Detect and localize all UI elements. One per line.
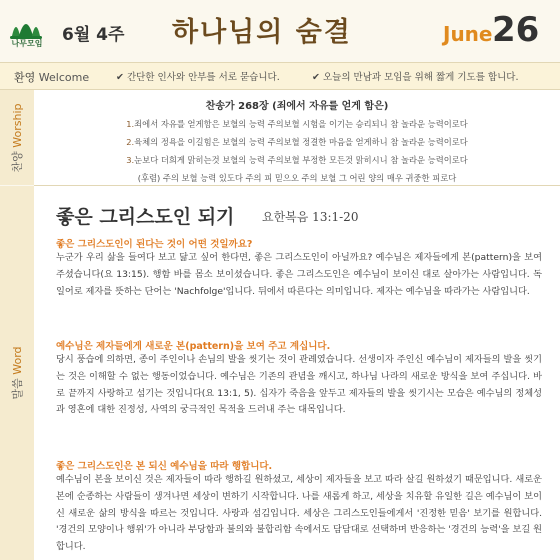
word-label-en: Word	[11, 346, 24, 375]
section-body: 예수님이 본을 보이신 것은 제자들이 따라 행하길 원하셨고, 세상이 제자들을 보고 따라 살길 원하셨기 때문입니다. 새로운 본에 순종하는 사람들이 생겨나면 세상이 변하기 시작합니다. 나를 새롭게 하고, 세상을 치유할 유일한 길은 예수님이 보이신 새로운 삶의 방식을 따르는 것입니다. 사랑과 섬김입니다. 세상은 그리스도인들에게서 '진정한 믿음' 보기를 원합니다. '경건의 모양이나 행위'가 아니라 부당함과 불의와 불합리함 속에서도 담담대로 선택하며 반응하는 '경건의 능력'을 보길 원합니다.	[56, 474, 542, 553]
sermon-title: 좋은 그리스도인 되기	[56, 206, 235, 228]
day-number: 26	[492, 10, 540, 50]
welcome-label	[14, 69, 89, 85]
verse-number: 1.	[126, 119, 135, 129]
worship-section	[34, 90, 560, 186]
verse-number: 3.	[126, 155, 135, 165]
verse-text: 육체의 정욕을 이길힘은 보혈의 능력 주의보혈 정결한 마음을 얻게하니 참 놀라운 능력이로다	[134, 137, 468, 147]
word-side-label	[0, 186, 35, 560]
welcome-label-en: Welcome	[38, 71, 90, 84]
welcome-bar	[0, 62, 560, 90]
word-section	[34, 186, 560, 560]
scripture-reference: 요한복음 13:1-20	[262, 210, 359, 224]
verse-text: 죄에서 자유를 얻게함은 보혈의 능력 주의보혈 시험을 이기는 승리되니 참 놀라운 능력이로다	[134, 119, 468, 129]
section-body: 당시 풍습에 의하면, 종이 주인이나 손님의 발을 씻기는 것이 관례였습니다. 선생이자 주인신 예수님이 제자들의 발을 씻기는 것은 이해할 수 없는 행동이었습니다. 예수님은 기존의 관념을 깨시고, 하나님 나라의 새로운 방식을 보여 주십니다. 바로 끝까지 사랑하고 섬기는 것입니다(요 13:1, 5). 십자가 죽음을 앞두고 제자들의 발을 씻기시는 모습은 예수님의 정체성과 영혼에 대한 진정성, 사역의 궁극적인 목적을 드러내 주는 대목입니다.	[56, 354, 542, 416]
worship-side-label	[0, 90, 35, 185]
worship-label-en: Worship	[11, 103, 24, 148]
month-label: June	[443, 22, 493, 46]
header	[0, 0, 560, 62]
hymn-title: 찬송가 268장 (죄에서 자유를 얻게 함은)	[205, 101, 389, 112]
welcome-item: ✔ 간단한 인사와 안부를 서로 묻습니다.	[116, 72, 280, 83]
welcome-item: ✔ 오늘의 만남과 모임을 위해 짧게 기도를 합니다.	[312, 72, 519, 83]
verse-number: 2.	[126, 137, 135, 147]
section-question: 좋은 그리스도인은 본 되신 예수님을 따라 행합니다.	[56, 461, 273, 472]
welcome-label-ko: 환영	[14, 71, 36, 84]
chorus-text: (후렴) 주의 보혈 능력 있도다 주의 피 믿으오 주의 보혈 그 어린 양의 매우 귀중한 피로다	[137, 173, 457, 183]
section-question: 좋은 그리스도인이 된다는 것이 어떤 것일까요?	[56, 239, 253, 250]
hymn-chorus	[34, 172, 560, 184]
word-label-ko: 말씀	[11, 378, 24, 400]
hymn-verse	[34, 154, 560, 166]
logo-text: 나무모임	[11, 39, 43, 48]
section-body: 누군가 우리 삶을 들여다 보고 닮고 싶어 한다면, 좋은 그리스도인이 아닐까요? 예수님은 제자들에게 본(pattern)을 보여 주셨습니다(요 13:15). 행함 바를 몸소 보이셨습니다. 좋은 그리스도인은 예수님이 보이신 대로 살아가는 사람입니다. 독일어로 제자를 뜻하는 단어는 'Nachfolge'입니다. 뒤에서 따른다는 의미입니다. 제자는 예수님을 따라가는 사람입니다.	[56, 252, 542, 297]
week-label: 6월 4주	[62, 25, 125, 45]
hymn-verse	[34, 118, 560, 130]
section-question: 예수님은 제자들에게 새로운 본(pattern)을 보여 주고 계십니다.	[56, 341, 331, 352]
page-title: 하나님의 숨결	[172, 17, 352, 48]
verse-text: 눈보다 더희게 맑히는것 보혈의 능력 주의보혈 부정한 모든것 맑히시니 참 놀라운 능력이로다	[134, 155, 468, 165]
worship-label-ko: 찬양	[11, 150, 24, 172]
hymn-verse	[34, 136, 560, 148]
